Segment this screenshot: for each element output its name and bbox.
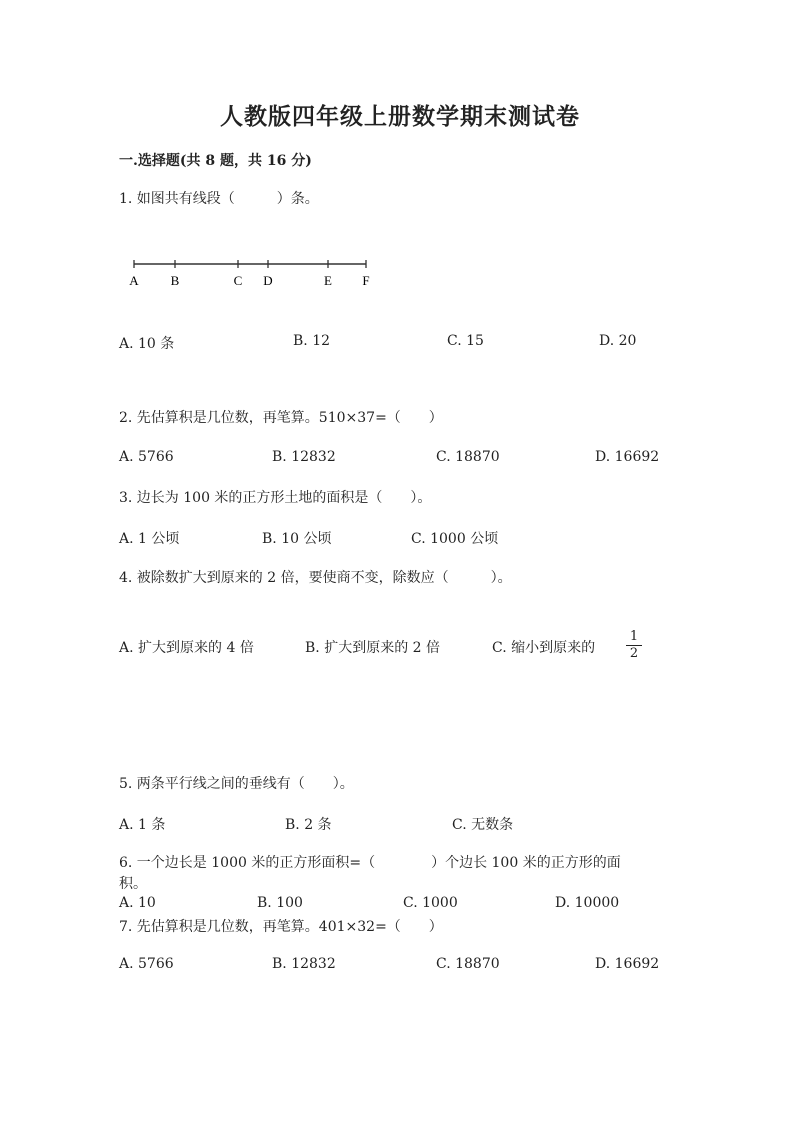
- q2-option-a: A. 5766: [119, 449, 174, 465]
- fraction-numerator: 1: [629, 629, 639, 644]
- label-c: C: [233, 273, 243, 288]
- label-f: F: [362, 273, 370, 288]
- question-6-stem-cont: 积。: [119, 876, 147, 892]
- label-b: B: [170, 273, 180, 288]
- fraction-one-half: [626, 630, 642, 661]
- q6-option-d: D. 10000: [555, 895, 620, 911]
- q2-option-c: C. 18870: [436, 449, 500, 465]
- q3-option-c: C. 1000 公顷: [411, 531, 499, 547]
- q7-option-c: C. 18870: [436, 956, 500, 972]
- page-title: 人教版四年级上册数学期末测试卷: [220, 103, 580, 130]
- line-segment-figure: [126, 252, 386, 292]
- question-1-stem: 1. 如图共有线段（ ）条。: [119, 191, 319, 207]
- question-6-stem: 6. 一个边长是 1000 米的正方形面积=（ ）个边长 100 米的正方形的面: [119, 855, 621, 871]
- q7-option-d: D. 16692: [595, 956, 660, 972]
- question-3-stem: 3. 边长为 100 米的正方形土地的面积是（ ）。: [119, 490, 432, 506]
- section-heading: 一.选择题(共 8 题，共 16 分): [119, 153, 312, 169]
- q6-option-b: B. 100: [257, 895, 303, 911]
- q5-option-b: B. 2 条: [285, 817, 332, 833]
- label-e: E: [324, 273, 332, 288]
- q6-option-c: C. 1000: [403, 895, 458, 911]
- question-5-stem: 5. 两条平行线之间的垂线有（ ）。: [119, 776, 354, 792]
- label-d: D: [263, 273, 273, 288]
- q1-option-c: C. 15: [447, 333, 484, 349]
- q2-option-d: D. 16692: [595, 449, 660, 465]
- q1-option-b: B. 12: [293, 333, 331, 349]
- question-4-stem: 4. 被除数扩大到原来的 2 倍，要使商不变，除数应（ ）。: [119, 570, 512, 586]
- q5-option-a: A. 1 条: [119, 817, 166, 833]
- fraction-denominator: 2: [629, 646, 639, 661]
- q5-option-c: C. 无数条: [452, 817, 514, 833]
- q4-option-b: B. 扩大到原来的 2 倍: [305, 640, 440, 656]
- label-a: A: [129, 273, 139, 288]
- q6-option-a: A. 10: [119, 895, 156, 911]
- q7-option-b: B. 12832: [272, 956, 336, 972]
- q4-option-c: C. 缩小到原来的: [492, 640, 596, 656]
- q1-option-d: D. 20: [599, 333, 637, 349]
- q3-option-b: B. 10 公顷: [262, 531, 332, 547]
- q4-option-a: A. 扩大到原来的 4 倍: [119, 640, 254, 656]
- question-7-stem: 7. 先估算积是几位数，再笔算。401×32=（ ）: [119, 919, 443, 935]
- q1-option-a: A. 10 条: [119, 336, 175, 352]
- question-2-stem: 2. 先估算积是几位数，再笔算。510×37=（ ）: [119, 410, 443, 426]
- q7-option-a: A. 5766: [119, 956, 174, 972]
- q3-option-a: A. 1 公顷: [119, 531, 180, 547]
- q2-option-b: B. 12832: [272, 449, 336, 465]
